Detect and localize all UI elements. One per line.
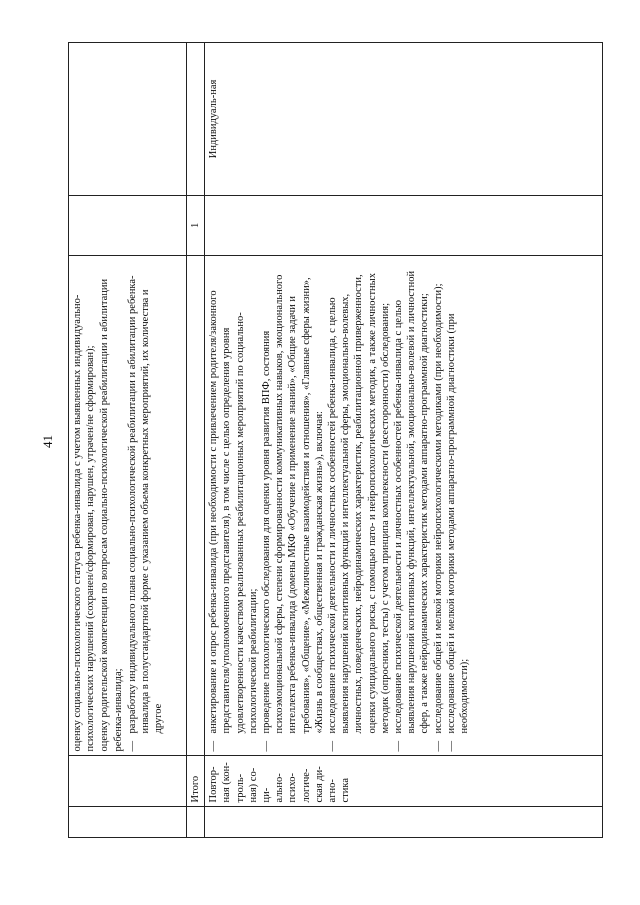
page-number: 41: [40, 435, 55, 448]
list-item: — анкетирование и опрос ребенка-инвалида (при необходимости с привлечением родителя/законного представителя/уполномоченного представителя), в том числе с целью определения уровня удовлетворенности качеством реализованных реабилитационных мероприятий по социально-психологической реабилитации;: [207, 260, 260, 752]
list-item: — проведение психологического обследования для оценки уровня развития ВПФ, состояния психоэмоциональной сферы, степени сформированности коммуникативных навыков, эмоционального интеллекта ребенка-инвалида (домены МКФ «Обучение и применение знаний», «Общие задачи и требования», «Общение», «Межличностные взаимодействия и отношения», «Главные сферы жизни», «Жизнь в сообществах, общественная и гражданская жизнь»), включая:: [260, 260, 326, 752]
repeat-diagnostics-content: [205, 255, 603, 756]
total-label: Итого: [187, 756, 205, 807]
table-row: [69, 43, 187, 838]
list-item: оценку родительской компетенции по вопросам социально-психологической реабилитации и абилитации ребенка-инвалида;: [99, 278, 124, 752]
table-row: [205, 43, 603, 838]
list-item: — исследование общей и мелкой моторики нейропсихологическими методиками (при необходимости);: [432, 260, 445, 752]
first-row-content: [69, 255, 187, 756]
table-row: [187, 43, 205, 838]
service-form: Индивидуаль-ная: [205, 43, 603, 196]
repeat-diagnostics-label: Повтор-ная (кон-троль-ная) со-ци-ально-психо-логиче-ская ди-агно-стика: [205, 756, 603, 807]
list-item: — исследование общей и мелкой моторики методами аппаратно-программной диагностики (при необходимости);: [445, 260, 471, 752]
rotated-table-page: [68, 42, 603, 838]
list-item: — исследование психической деятельности и личностных особенностей ребенка-инвалида с целью выявления нарушений когнитивных функций, интеллектуальной, эмоционально-волевой и личностной сфер, а также нейродинамических характеристик методами аппаратно-программной диагностики;: [392, 260, 432, 752]
list-item: оценку социально-психологического статуса ребенка-инвалида с учетом выявленных индивидуально-психологических нарушений (сохранен/сформирован, нарушен, утрачен/не сформирован);: [72, 294, 97, 752]
total-value: 1: [187, 195, 205, 255]
list-item: — разработку индивидуального плана социально-психологической реабилитации и абилитации ребенка-инвалида в полустандартной форме с указанием объема конкретных мероприятий, их количества и другое: [126, 260, 166, 752]
list-item: — исследование психической деятельности и личностных особенностей ребенка-инвалида, с целью выявления нарушений когнитивных функций и интеллектуальной сферы, эмоционально-волевых, личностных, поведенческих, нейродинамических характеристик, реабилитационной приверженности, оценки суицидального риска, с помощью пато- и нейропсихологических методик, а также личностных методик (опросники, тесты) с учетом принципа комплексности (всесторонности) обследования;: [326, 260, 392, 752]
services-table: [68, 42, 603, 838]
